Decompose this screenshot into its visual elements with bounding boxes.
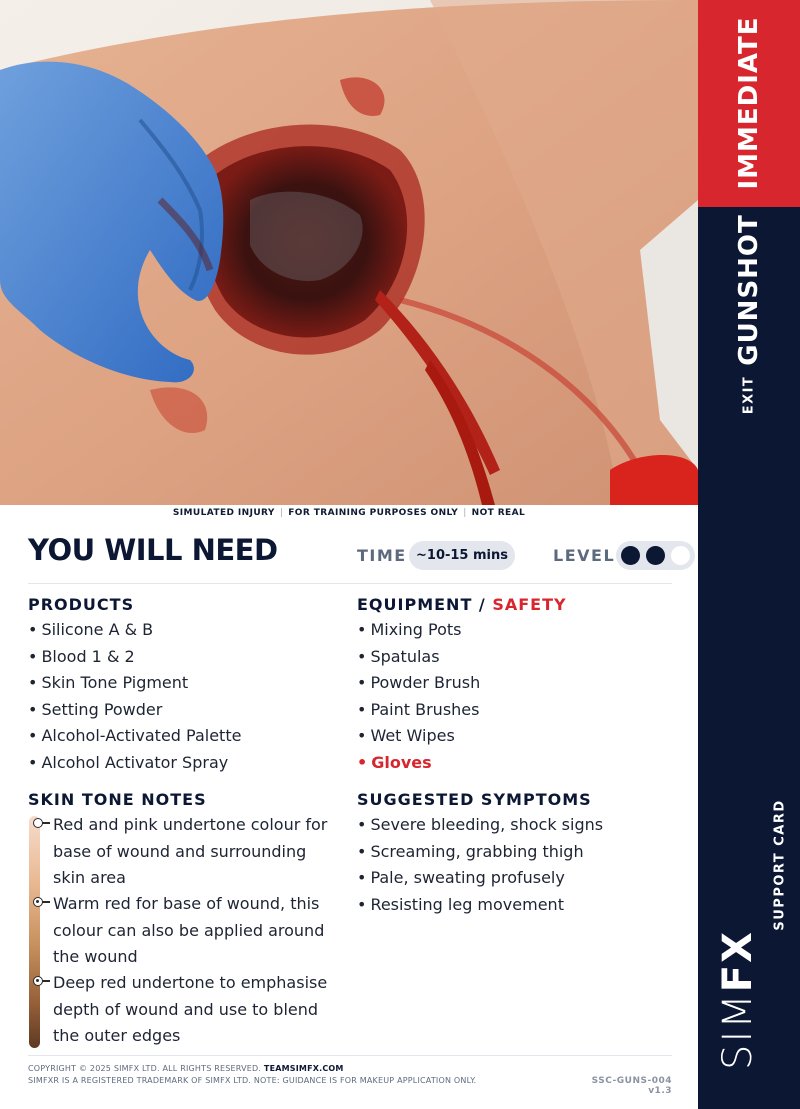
card-type-label: SUPPORT CARD xyxy=(772,799,788,931)
list-item: • Mixing Pots xyxy=(357,620,462,639)
list-item: • Pale, sweating profusely xyxy=(357,868,565,887)
list-item: • Screaming, grabbing thigh xyxy=(357,841,584,861)
list-item: • Blood 1 & 2 xyxy=(28,646,135,666)
separator: | xyxy=(279,508,284,518)
list-item: • Silicone A & B xyxy=(28,620,154,639)
card-code: SSC-GUNS-004 v1.3 xyxy=(591,1076,672,1096)
time-label: TIME xyxy=(357,546,407,565)
safety-item: • Gloves xyxy=(357,752,432,772)
equipment-title: EQUIPMENT / SAFETY xyxy=(357,595,567,614)
products-title: PRODUCTS xyxy=(28,595,135,614)
skin-tone-title: SKIN TONE NOTES xyxy=(28,790,207,809)
level-indicator xyxy=(616,541,695,570)
site-link[interactable]: TEAMSIMFX.COM xyxy=(263,1064,344,1073)
tone-marker xyxy=(33,976,43,986)
list-item: • Alcohol-Activated Palette xyxy=(28,726,242,745)
skin-tone-note: Warm red for base of wound, this colour can also be applied around the wound xyxy=(53,894,325,966)
tone-marker xyxy=(33,818,43,828)
disclaimer xyxy=(0,508,698,518)
brand-logo-bold: FX xyxy=(715,930,761,993)
copyright: COPYRIGHT © 2025 SIMFX LTD. ALL RIGHTS RESERVED. TEAMSIMFX.COM xyxy=(28,1064,344,1073)
tone-marker xyxy=(33,897,43,907)
list-item: • Severe bleeding, shock signs xyxy=(357,815,604,834)
brand-logo xyxy=(715,930,761,1070)
category-label: IMMEDIATE xyxy=(734,16,764,190)
trademark-note: SIMFXR IS A REGISTERED TRADEMARK OF SIMFX LTD. NOTE: GUIDANCE IS FOR MAKEUP APPLICATION ONLY. xyxy=(28,1076,477,1085)
skin-tone-note: Deep red undertone to emphasise depth of wound and use to blend the outer edges xyxy=(53,973,328,1045)
separator: | xyxy=(463,508,467,518)
injury-title: GUNSHOT xyxy=(734,214,764,366)
symptoms-list xyxy=(357,812,603,918)
list-item: • Skin Tone Pigment xyxy=(28,673,189,692)
footer-divider xyxy=(28,1055,672,1056)
injury-subtitle: EXIT xyxy=(741,375,757,415)
skin-tone-gradient xyxy=(29,816,40,1048)
skin-tone-note: Red and pink undertone colour for base of wound and surrounding skin area xyxy=(53,815,328,887)
level-dot xyxy=(646,546,665,565)
list-item: • Setting Powder xyxy=(28,699,163,719)
divider xyxy=(28,583,672,584)
level-dot xyxy=(621,546,640,565)
level-dot xyxy=(671,546,690,565)
list-item: • Resisting leg movement xyxy=(357,894,564,914)
time-value: ~10-15 mins xyxy=(409,541,515,570)
brand-logo-thin: SIM xyxy=(715,992,761,1070)
page-title: YOU WILL NEED xyxy=(28,533,278,567)
list-item: • Powder Brush xyxy=(357,673,481,692)
disclaimer-item: NOT REAL xyxy=(471,508,526,518)
wound-photo xyxy=(0,0,698,505)
list-item: • Spatulas xyxy=(357,646,440,666)
level-label: LEVEL xyxy=(553,546,616,565)
disclaimer-item: SIMULATED INJURY xyxy=(172,508,275,518)
sidebar xyxy=(698,0,800,1109)
list-item: • Alcohol Activator Spray xyxy=(28,752,229,772)
list-item: • Wet Wipes xyxy=(357,726,455,745)
equipment-list xyxy=(357,617,480,776)
products-list xyxy=(28,617,241,776)
list-item: • Paint Brushes xyxy=(357,699,480,719)
symptoms-title: SUGGESTED SYMPTOMS xyxy=(357,790,592,809)
disclaimer-item: FOR TRAINING PURPOSES ONLY xyxy=(288,508,459,518)
